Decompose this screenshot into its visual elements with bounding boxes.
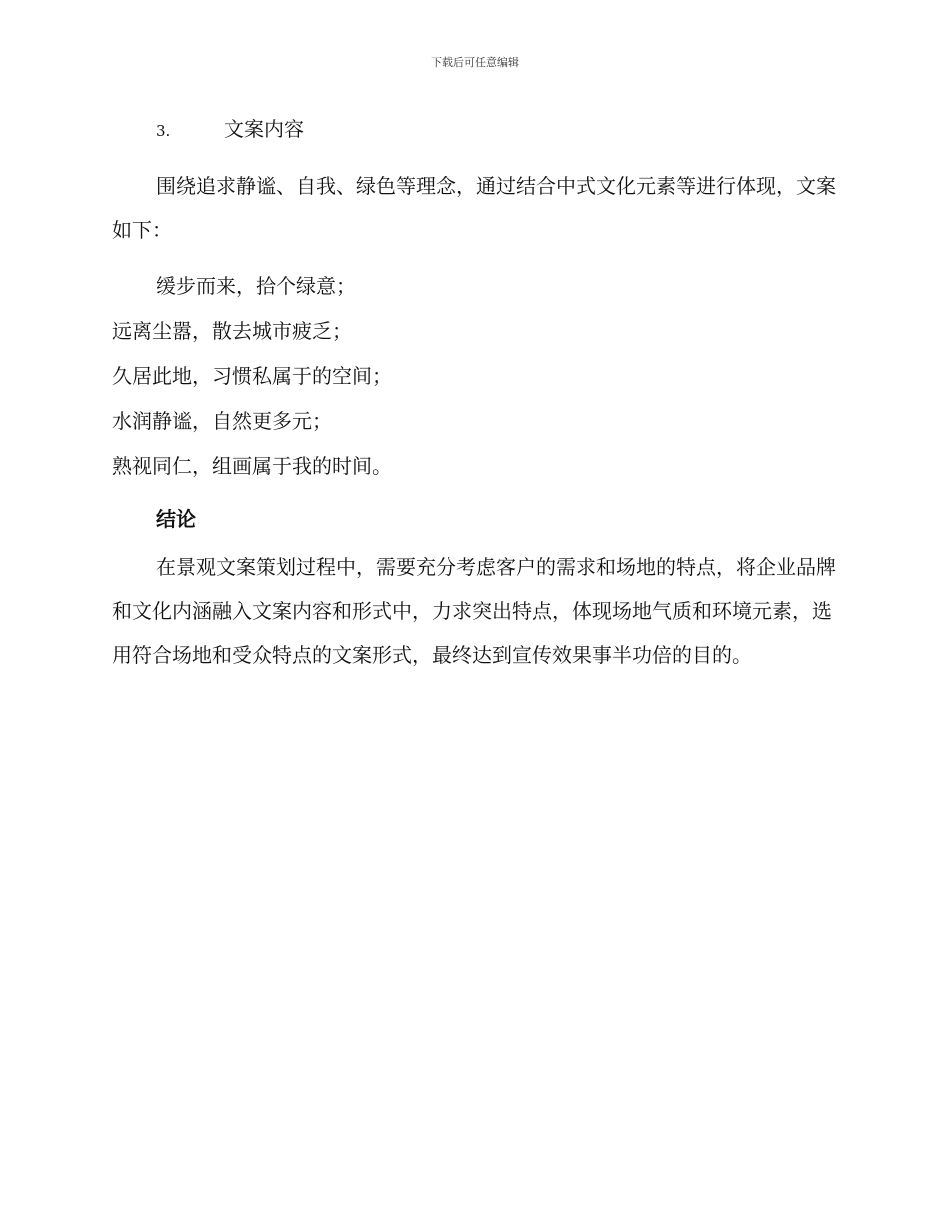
poem-line: 久居此地，习惯私属于的空间； — [112, 364, 392, 388]
poem-block — [112, 264, 842, 489]
poem-line: 远离尘嚣，散去城市疲乏； — [112, 319, 352, 343]
section-heading — [112, 112, 842, 146]
poem-line: 熟视同仁，组画属于我的时间。 — [112, 454, 392, 478]
header-text: 下载后可任意编辑 — [431, 56, 519, 69]
section-number: 3. — [156, 122, 171, 140]
section-title: 文案内容 — [224, 117, 304, 141]
page-header — [0, 54, 950, 70]
conclusion-paragraph: 在景观文案策划过程中，需要充分考虑客户的需求和场地的特点，将企业品牌和文化内涵融入文案内容和形式中，力求突出特点，体现场地气质和环境元素，选用符合场地和受众特点的文案形式，最终达到宣传效果事半功倍的目的。 — [112, 555, 836, 667]
document-body — [112, 112, 842, 677]
conclusion-title: 结论 — [156, 507, 196, 531]
intro-paragraph: 围绕追求静谧、自我、绿色等理念，通过结合中式文化元素等进行体现，文案如下： — [112, 174, 836, 242]
poem-line: 缓步而来，拾个绿意； — [156, 274, 356, 298]
poem-line: 水润静谧，自然更多元； — [112, 409, 332, 433]
